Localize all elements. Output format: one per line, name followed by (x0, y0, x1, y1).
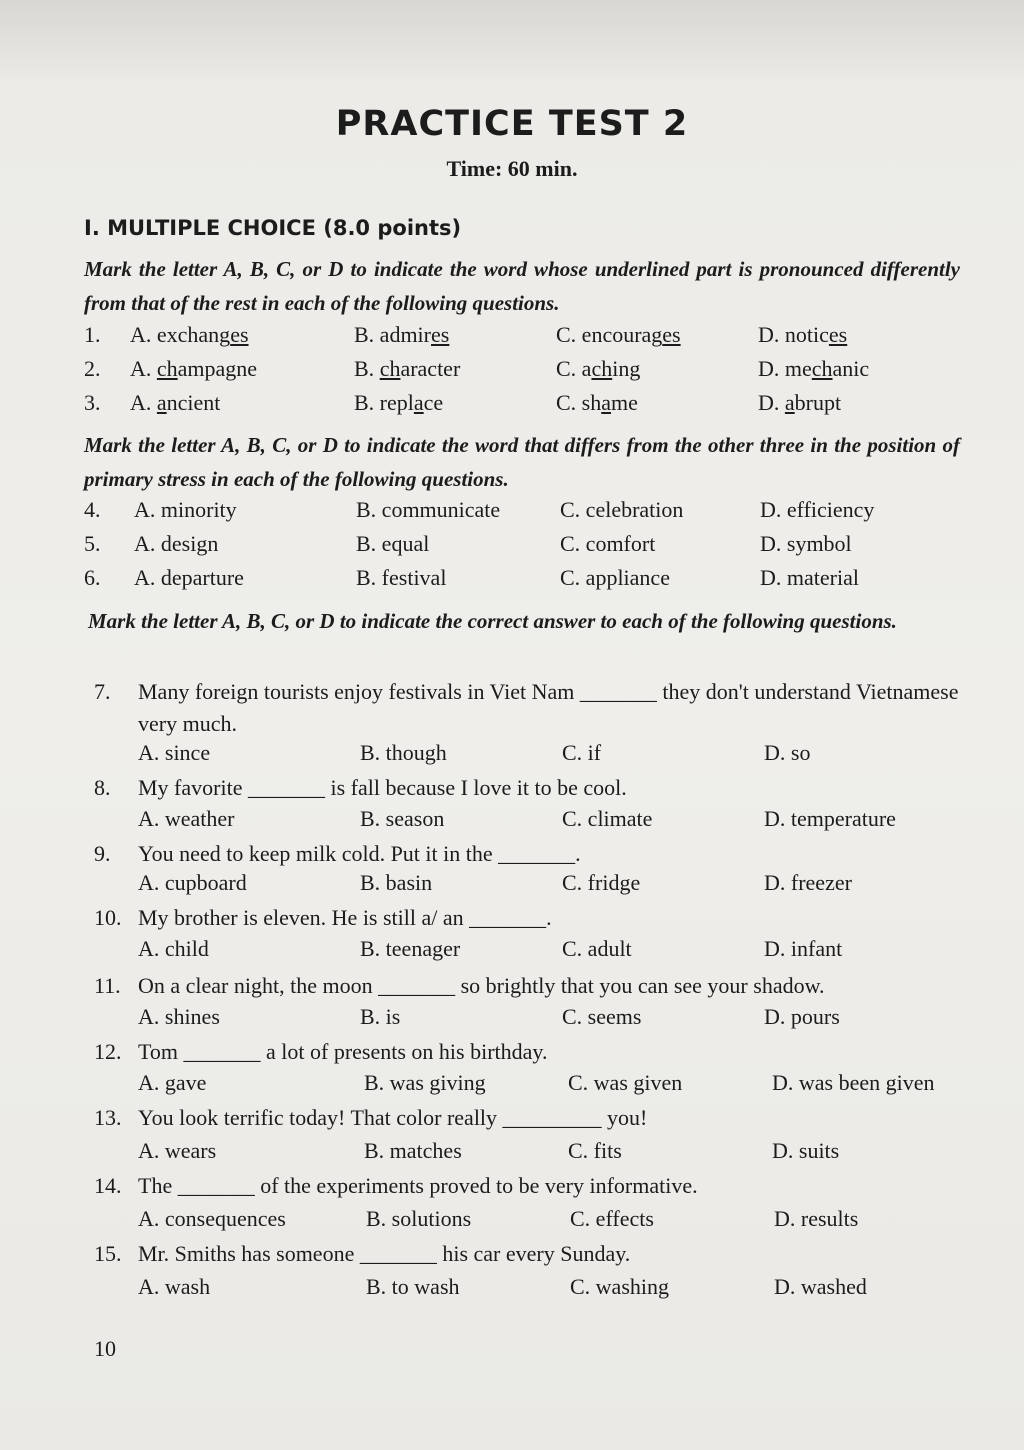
option-d[interactable]: D. material (760, 565, 859, 590)
instruction-stress: Mark the letter A, B, C, or D to indicate the word that differs from the other three in the position of primary stress in each of the following questions. (84, 433, 960, 491)
option-b[interactable]: B. though (360, 740, 447, 765)
option-d[interactable] (758, 356, 869, 382)
option-text: C. a (556, 356, 592, 381)
option-d[interactable]: D. freezer (764, 870, 852, 895)
question-number: 14. (94, 1173, 122, 1198)
option-a[interactable]: A. departure (134, 565, 244, 590)
option-text: A. (130, 356, 157, 381)
option-b[interactable]: B. is (360, 1004, 401, 1029)
option-c[interactable] (556, 356, 640, 382)
question-5 (84, 531, 974, 563)
question-number: 11. (94, 973, 121, 998)
option-c[interactable]: C. comfort (560, 531, 656, 556)
question-12-options (138, 1070, 1024, 1102)
page-number: 10 (94, 1336, 116, 1361)
question-2 (84, 356, 974, 388)
option-c[interactable]: C. fits (568, 1138, 622, 1163)
underlined-sound: es (662, 322, 681, 347)
option-b[interactable]: B. solutions (366, 1206, 472, 1231)
option-text: B. repl (354, 390, 414, 415)
option-b[interactable] (354, 390, 443, 416)
underlined-sound: ch (379, 356, 401, 381)
question-number: 3. (84, 390, 101, 415)
option-b[interactable]: B. matches (364, 1138, 462, 1163)
option-b[interactable]: B. equal (356, 531, 430, 556)
underlined-sound: a (156, 390, 167, 415)
option-d[interactable]: D. efficiency (760, 497, 875, 522)
option-c[interactable]: C. adult (562, 936, 632, 961)
question-number: 15. (94, 1241, 122, 1266)
question-text: My favorite _______ is fall because I love it to be cool. (138, 775, 627, 800)
option-c[interactable]: C. appliance (560, 565, 670, 590)
question-number: 13. (94, 1105, 122, 1130)
question-13-options (138, 1138, 1024, 1170)
instruction-correct-answer: Mark the letter A, B, C, or D to indicate the correct answer to each of the following questions. (88, 609, 897, 633)
option-d[interactable]: D. washed (774, 1274, 867, 1299)
option-d[interactable]: D. pours (764, 1004, 840, 1029)
question-number: 12. (94, 1039, 122, 1064)
option-a[interactable]: A. wears (138, 1138, 217, 1163)
underlined-sound: es (828, 322, 848, 347)
question-1 (84, 322, 974, 354)
underlined-sound: a (413, 390, 424, 415)
option-d[interactable] (758, 322, 847, 348)
option-a[interactable]: A. child (138, 936, 209, 961)
option-a[interactable] (130, 322, 249, 348)
option-text: ce (423, 390, 444, 415)
question-number: 6. (84, 565, 101, 590)
option-text: anic (832, 356, 870, 381)
question-text: The _______ of the experiments proved to be very informative. (138, 1173, 698, 1198)
option-d[interactable]: D. symbol (760, 531, 852, 556)
option-a[interactable] (130, 390, 220, 416)
option-b[interactable]: B. communicate (356, 497, 501, 522)
question-15-options (138, 1274, 1024, 1306)
question-number: 4. (84, 497, 101, 522)
question-number: 10. (94, 905, 122, 930)
option-b[interactable] (354, 356, 460, 382)
option-text: brupt (794, 390, 842, 415)
option-c[interactable]: C. washing (570, 1274, 669, 1299)
option-text: aracter (400, 356, 461, 381)
question-3 (84, 390, 974, 422)
option-c[interactable]: C. climate (562, 806, 653, 831)
option-a[interactable] (130, 356, 257, 382)
question-number: 2. (84, 356, 101, 381)
question-14-options (138, 1206, 1024, 1238)
option-d[interactable]: D. was been given (772, 1070, 935, 1095)
option-d[interactable]: D. infant (764, 936, 843, 961)
option-b[interactable]: B. season (360, 806, 445, 831)
option-b[interactable]: B. basin (360, 870, 433, 895)
option-text: B. (354, 356, 380, 381)
question-9-options (138, 870, 1024, 902)
option-text: D. (758, 390, 785, 415)
option-text: D. notic (758, 322, 829, 347)
option-text: D. me (758, 356, 812, 381)
question-number: 9. (94, 841, 111, 866)
option-d[interactable]: D. so (764, 740, 811, 765)
option-b[interactable]: B. teenager (360, 936, 461, 961)
question-number: 8. (94, 775, 111, 800)
option-b[interactable]: B. to wash (366, 1274, 460, 1299)
question-10-options (138, 936, 1024, 968)
option-c[interactable]: C. fridge (562, 870, 641, 895)
option-text: ncient (166, 390, 221, 415)
question-7-options (138, 740, 1024, 772)
section-heading: I. MULTIPLE CHOICE (8.0 points) (84, 216, 462, 240)
option-c[interactable]: C. if (562, 740, 602, 765)
underlined-sound: a (784, 390, 795, 415)
option-text: C. encourag (556, 322, 663, 347)
option-d[interactable]: D. suits (772, 1138, 840, 1163)
question-number: 7. (94, 679, 111, 704)
question-number: 1. (84, 322, 101, 347)
option-c[interactable]: C. celebration (560, 497, 684, 522)
underlined-sound: ch (591, 356, 613, 381)
option-d[interactable]: D. temperature (764, 806, 896, 831)
option-text: ampagne (177, 356, 258, 381)
option-a[interactable]: A. cupboard (138, 870, 247, 895)
option-a[interactable]: A. consequences (138, 1206, 286, 1231)
question-text: My brother is eleven. He is still a/ an _______. (138, 905, 552, 930)
option-b[interactable]: B. was giving (364, 1070, 486, 1095)
question-text: You need to keep milk cold. Put it in the _______. (138, 841, 581, 866)
question-text: Many foreign tourists enjoy festivals in Viet Nam _______ they don't understand Vietnamese very much. (138, 679, 959, 736)
option-c[interactable]: C. seems (562, 1004, 642, 1029)
underlined-sound: a (601, 390, 612, 415)
underlined-sound: ch (811, 356, 833, 381)
option-a[interactable]: A. weather (138, 806, 235, 831)
time-limit: Time: 60 min. (446, 156, 578, 181)
question-text: Mr. Smiths has someone _______ his car every Sunday. (138, 1241, 631, 1266)
option-text: A. (130, 390, 157, 415)
option-a[interactable]: A. wash (138, 1274, 211, 1299)
underlined-sound: es (230, 322, 249, 347)
question-6 (84, 565, 974, 597)
underlined-sound: ch (156, 356, 178, 381)
option-a[interactable]: A. design (134, 531, 219, 556)
option-a[interactable]: A. since (138, 740, 211, 765)
option-d[interactable] (758, 390, 841, 416)
option-d[interactable]: D. results (774, 1206, 859, 1231)
option-b[interactable] (354, 322, 449, 348)
option-a[interactable]: A. shines (138, 1004, 220, 1029)
option-text: C. sh (556, 390, 602, 415)
option-text: ing (612, 356, 641, 381)
question-4 (84, 497, 974, 529)
underlined-sound: es (431, 322, 450, 347)
option-text: me (611, 390, 638, 415)
question-11-options (138, 1004, 1024, 1036)
page-title: PRACTICE TEST 2 (335, 104, 689, 144)
question-text: You look terrific today! That color really _________ you! (138, 1105, 648, 1130)
question-8-options (138, 806, 1024, 838)
option-c[interactable]: C. effects (570, 1206, 654, 1231)
option-c[interactable] (556, 322, 681, 348)
option-text: A. exchang (130, 322, 231, 347)
question-number: 5. (84, 531, 101, 556)
option-a[interactable]: A. minority (134, 497, 237, 522)
instruction-pronunciation: Mark the letter A, B, C, or D to indicate the word whose underlined part is pronounced differently from that of the rest in each of the following questions. (84, 257, 960, 315)
option-b[interactable]: B. festival (356, 565, 447, 590)
question-text: Tom _______ a lot of presents on his birthday. (138, 1039, 548, 1064)
question-text: On a clear night, the moon _______ so brightly that you can see your shadow. (138, 973, 825, 998)
option-text: B. admir (354, 322, 431, 347)
option-a[interactable]: A. gave (138, 1070, 207, 1095)
option-c[interactable]: C. was given (568, 1070, 683, 1095)
option-c[interactable] (556, 390, 638, 416)
